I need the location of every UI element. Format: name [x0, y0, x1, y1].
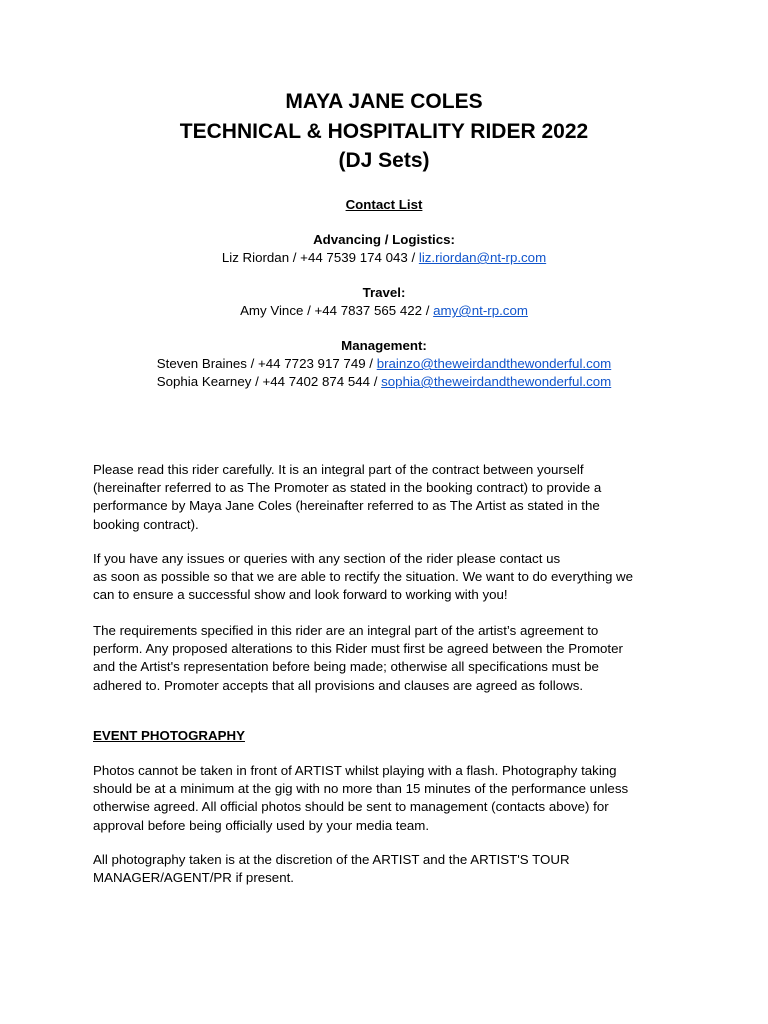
text-line: MANAGER/AGENT/PR if present.	[93, 870, 294, 886]
contact-details: Amy Vince / +44 7837 565 422 /	[240, 303, 434, 318]
text-line: and the Artist's representation before being made; otherwise all specifications must be	[93, 659, 599, 675]
email-link[interactable]: sophia@theweirdandthewonderful.com	[381, 374, 612, 389]
text-line: Please read this rider carefully. It is an integral part of the contract between yourself	[93, 462, 584, 477]
contact-group-label: Advancing / Logistics:	[313, 232, 455, 247]
text-line: performance by Maya Jane Coles (hereinafter referred to as The Artist as stated in the	[93, 498, 600, 514]
text-line: (hereinafter referred to as The Promoter as stated in the booking contract) to provide a	[93, 480, 602, 496]
text-line: as soon as possible so that we are able to rectify the situation. We want to do everything we	[93, 569, 634, 585]
text-line: If you have any issues or queries with any section of the rider please contact us	[93, 551, 561, 566]
text-line: All photography taken is at the discretion of the ARTIST and the ARTIST'S TOUR	[93, 852, 570, 867]
text-line: approval before being officially used by your media team.	[93, 817, 430, 833]
contact-row	[0, 355, 768, 373]
text-line: perform. Any proposed alterations to this Rider must first be agreed between the Promoter	[93, 641, 623, 657]
email-link[interactable]: brainzo@theweirdandthewonderful.com	[376, 356, 612, 371]
text-line: otherwise agreed. All official photos should be sent to management (contacts above) for	[93, 799, 609, 815]
contact-group-travel	[0, 284, 768, 320]
text-line: The requirements specified in this rider are an integral part of the artist’s agreement to	[93, 623, 599, 638]
text-line: adhered to. Promoter accepts that all provisions and clauses are agreed as follows.	[93, 677, 584, 693]
text-line: can to ensure a successful show and look forward to working with you!	[93, 587, 508, 603]
intro-paragraph-1	[93, 461, 683, 534]
photography-paragraph-1	[93, 762, 683, 835]
section-heading-event-photography: EVENT PHOTOGRAPHY	[93, 728, 245, 743]
contact-group-label: Management:	[341, 338, 427, 353]
text-line: should be at a minimum at the gig with no more than 15 minutes of the performance unless	[93, 781, 629, 797]
contact-list-heading: Contact List	[345, 197, 423, 212]
email-link[interactable]: liz.riordan@nt-rp.com	[418, 250, 547, 265]
title-artist-name: MAYA JANE COLES	[285, 90, 483, 113]
intro-paragraph-2	[93, 550, 683, 605]
contact-details: Steven Braines / +44 7723 917 749 /	[156, 356, 377, 371]
email-link[interactable]: amy@nt-rp.com	[433, 303, 528, 318]
title-rider-name: TECHNICAL & HOSPITALITY RIDER 2022	[179, 119, 589, 143]
photography-paragraph-2	[93, 851, 683, 887]
intro-paragraph-3	[93, 622, 683, 695]
contact-row	[0, 302, 768, 320]
contact-row	[0, 373, 768, 391]
text-line: Photos cannot be taken in front of ARTIST whilst playing with a flash. Photography taking	[93, 763, 617, 778]
contact-group-management	[0, 337, 768, 391]
document-title	[0, 87, 768, 176]
contact-details: Sophia Kearney / +44 7402 874 544 /	[156, 374, 382, 389]
contact-list	[0, 196, 768, 408]
text-line: booking contract).	[93, 516, 199, 532]
contact-group-advancing	[0, 231, 768, 267]
contact-row	[0, 249, 768, 267]
title-subtitle: (DJ Sets)	[338, 149, 430, 172]
contact-details: Liz Riordan / +44 7539 174 043 /	[221, 250, 419, 265]
contact-group-label: Travel:	[362, 285, 406, 300]
